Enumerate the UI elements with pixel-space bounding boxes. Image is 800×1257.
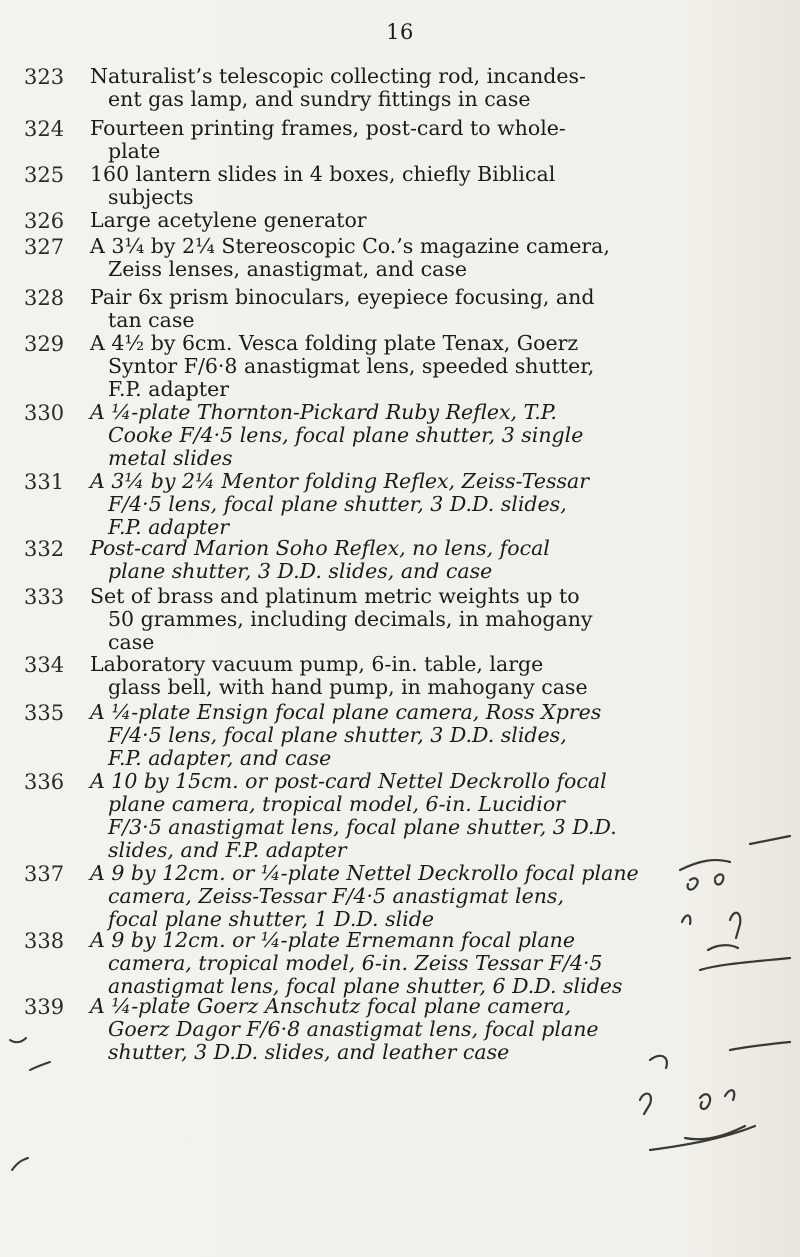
lot-entry bbox=[0, 770, 800, 862]
lot-number: 326 bbox=[24, 209, 65, 233]
lot-description-line: camera, tropical model, 6-in. Zeiss Tessar F/4·5 bbox=[108, 951, 603, 975]
lot-description bbox=[90, 585, 730, 654]
lot-description bbox=[90, 929, 730, 998]
lot-description bbox=[90, 65, 730, 111]
lot-description bbox=[90, 209, 730, 232]
lot-entry bbox=[0, 537, 800, 583]
lot-description-line: Pair 6x prism binoculars, eyepiece focusing, and bbox=[90, 285, 595, 309]
lot-description-line: 160 lantern slides in 4 boxes, chiefly Biblical bbox=[90, 162, 556, 186]
lot-description-line: metal slides bbox=[108, 446, 233, 470]
lot-number: 327 bbox=[24, 235, 65, 259]
lot-number: 336 bbox=[24, 770, 65, 794]
lot-number: 330 bbox=[24, 401, 65, 425]
lot-description-line: tan case bbox=[108, 308, 195, 332]
lot-entry bbox=[0, 117, 800, 163]
lot-description-line: Naturalist’s telescopic collecting rod, incandes- bbox=[90, 64, 586, 88]
lot-description-line: ent gas lamp, and sundry fittings in case bbox=[108, 87, 531, 111]
lot-description-line: Set of brass and platinum metric weights up to bbox=[90, 584, 580, 608]
lot-number: 328 bbox=[24, 286, 65, 310]
lot-description-line: Large acetylene generator bbox=[90, 208, 367, 232]
lot-number: 334 bbox=[24, 653, 65, 677]
lot-description-line: Cooke F/4·5 lens, focal plane shutter, 3 single bbox=[108, 423, 584, 447]
lot-description-line: case bbox=[108, 630, 155, 654]
lot-description-line: shutter, 3 D.D. slides, and leather case bbox=[108, 1040, 510, 1064]
lot-number: 331 bbox=[24, 470, 65, 494]
lot-description-line: Post-card Marion Soho Reflex, no lens, focal bbox=[90, 536, 550, 560]
lot-entry bbox=[0, 332, 800, 401]
lot-description-line: plate bbox=[108, 139, 161, 163]
lot-description-line: F.P. adapter, and case bbox=[108, 746, 332, 770]
lot-description bbox=[90, 117, 730, 163]
lot-number: 335 bbox=[24, 701, 65, 725]
lot-description-line: F/4·5 lens, focal plane shutter, 3 D.D. slides, bbox=[108, 492, 567, 516]
lot-description bbox=[90, 286, 730, 332]
lot-entry bbox=[0, 163, 800, 209]
lot-description bbox=[90, 862, 730, 931]
lot-number: 332 bbox=[24, 537, 65, 561]
lot-description-line: focal plane shutter, 1 D.D. slide bbox=[108, 907, 434, 931]
lot-description bbox=[90, 235, 730, 281]
lot-description bbox=[90, 537, 730, 583]
lot-description-line: plane shutter, 3 D.D. slides, and case bbox=[108, 559, 493, 583]
lot-entry bbox=[0, 929, 800, 998]
lot-description-line: F/4·5 lens, focal plane shutter, 3 D.D. slides, bbox=[108, 723, 567, 747]
lot-description bbox=[90, 470, 730, 539]
lot-entry bbox=[0, 401, 800, 470]
lot-description-line: slides, and F.P. adapter bbox=[108, 838, 347, 862]
lot-description bbox=[90, 995, 730, 1064]
lot-number: 324 bbox=[24, 117, 65, 141]
lot-description-line: A ¼-plate Ensign focal plane camera, Ross Xpres bbox=[90, 700, 602, 724]
lot-entry bbox=[0, 65, 800, 111]
lot-number: 329 bbox=[24, 332, 65, 356]
lot-description-line: anastigmat lens, focal plane shutter, 6 D.D. slides bbox=[108, 974, 623, 998]
lot-description-line: A 3¼ by 2¼ Mentor folding Reflex, Zeiss-Tessar bbox=[90, 469, 590, 493]
lot-description-line: subjects bbox=[108, 185, 194, 209]
lot-entry bbox=[0, 209, 800, 232]
lot-description bbox=[90, 332, 730, 401]
lot-description-line: Zeiss lenses, anastigmat, and case bbox=[108, 257, 468, 281]
lot-description-line: F.P. adapter bbox=[108, 377, 230, 401]
lot-description-line: Goerz Dagor F/6·8 anastigmat lens, focal plane bbox=[108, 1017, 599, 1041]
lot-description-line: Syntor F/6·8 anastigmat lens, speeded shutter, bbox=[108, 354, 595, 378]
lot-number: 337 bbox=[24, 862, 65, 886]
lot-entry bbox=[0, 862, 800, 931]
lot-description-line: A ¼-plate Goerz Anschutz focal plane camera, bbox=[90, 994, 572, 1018]
lot-description-line: A 3¼ by 2¼ Stereoscopic Co.’s magazine camera, bbox=[90, 234, 610, 258]
lot-entry bbox=[0, 470, 800, 539]
lot-number: 338 bbox=[24, 929, 65, 953]
lot-description bbox=[90, 770, 730, 862]
lot-description-line: A 4½ by 6cm. Vesca folding plate Tenax, Goerz bbox=[90, 331, 579, 355]
lot-description-line: A 9 by 12cm. or ¼-plate Nettel Deckrollo focal plane bbox=[90, 861, 639, 885]
lot-description bbox=[90, 701, 730, 770]
lot-description bbox=[90, 163, 730, 209]
lot-description-line: Laboratory vacuum pump, 6-in. table, large bbox=[90, 652, 544, 676]
lot-description-line: camera, Zeiss-Tessar F/4·5 anastigmat lens, bbox=[108, 884, 564, 908]
lot-description-line: plane camera, tropical model, 6-in. Lucidior bbox=[108, 792, 565, 816]
lot-entry bbox=[0, 235, 800, 281]
lot-description bbox=[90, 653, 730, 699]
lot-number: 323 bbox=[24, 65, 65, 89]
lot-number: 325 bbox=[24, 163, 65, 187]
lot-description-line: A 10 by 15cm. or post-card Nettel Deckrollo focal bbox=[90, 769, 607, 793]
lot-description-line: glass bell, with hand pump, in mahogany case bbox=[108, 675, 588, 699]
lot-number: 339 bbox=[24, 995, 65, 1019]
lot-description-line: F/3·5 anastigmat lens, focal plane shutter, 3 D.D. bbox=[108, 815, 617, 839]
lot-description-line: 50 grammes, including decimals, in mahogany bbox=[108, 607, 593, 631]
lot-description-line: A ¼-plate Thornton-Pickard Ruby Reflex, T.P. bbox=[90, 400, 557, 424]
lot-entry bbox=[0, 995, 800, 1064]
page-number: 16 bbox=[386, 20, 414, 44]
lot-description-line: F.P. adapter bbox=[108, 515, 230, 539]
lot-description bbox=[90, 401, 730, 470]
lot-entry bbox=[0, 585, 800, 654]
lot-entry bbox=[0, 653, 800, 699]
lot-description-line: Fourteen printing frames, post-card to whole- bbox=[90, 116, 566, 140]
lot-number: 333 bbox=[24, 585, 65, 609]
lot-entry bbox=[0, 701, 800, 770]
lot-entry bbox=[0, 286, 800, 332]
lot-description-line: A 9 by 12cm. or ¼-plate Ernemann focal plane bbox=[90, 928, 576, 952]
